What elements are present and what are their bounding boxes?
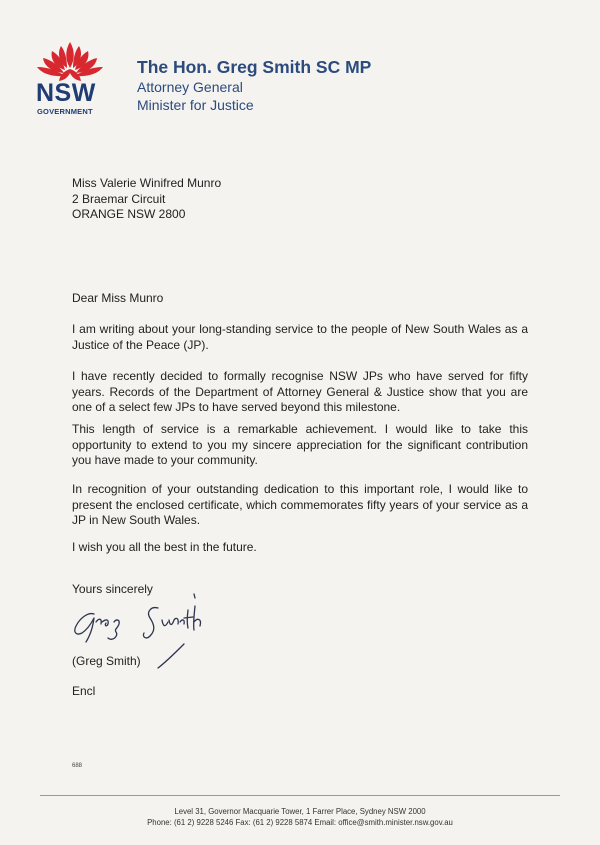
reference-code: 688 [72, 763, 83, 769]
logo-subtitle: GOVERNMENT [37, 107, 93, 116]
salutation: Dear Miss Munro [72, 291, 164, 305]
footer-divider [40, 795, 560, 796]
recipient-name: Miss Valerie Winifred Munro [72, 176, 222, 190]
signatory-name: (Greg Smith) [72, 654, 141, 668]
minister-role-attorney-general: Attorney General [137, 79, 243, 95]
minister-name: The Hon. Greg Smith SC MP [137, 57, 372, 77]
recipient-address [72, 176, 221, 223]
minister-role-justice: Minister for Justice [137, 97, 254, 113]
closing: Yours sincerely [72, 582, 153, 596]
paragraph-1: I am writing about your long-standing service to the people of New South Wales as a Justice of the Peace (JP). [72, 322, 528, 352]
enclosure-note: Encl [72, 684, 96, 698]
paragraph-4: In recognition of your outstanding dedication to this important role, I would like to present the enclosed certificate, which commemorates fifty years of your service as a JP in New South Wales. [72, 482, 528, 527]
footer-address: Level 31, Governor Macquarie Tower, 1 Farrer Place, Sydney NSW 2000 [174, 807, 426, 816]
nsw-government-logo [30, 40, 110, 120]
paragraph-3: This length of service is a remarkable achievement. I would like to take this opportunity to extend to you my sincere appreciation for the significant contribution you have made to your community. [72, 422, 528, 467]
footer-contact: Phone: (61 2) 9228 5246 Fax: (61 2) 9228 5874 Email: office@smith.minister.nsw.gov.au [147, 818, 453, 827]
logo-wordmark: NSW [36, 79, 96, 107]
recipient-town: ORANGE NSW 2800 [72, 207, 186, 221]
paragraph-2: I have recently decided to formally recognise NSW JPs who have served for fifty years. Records of the Department of Attorney General & Justice show that you are one of a select few JPs to have served beyond this milestone. [72, 369, 528, 414]
paragraph-5: I wish you all the best in the future. [72, 540, 257, 554]
recipient-street: 2 Braemar Circuit [72, 191, 166, 206]
waratah-icon [34, 40, 106, 84]
